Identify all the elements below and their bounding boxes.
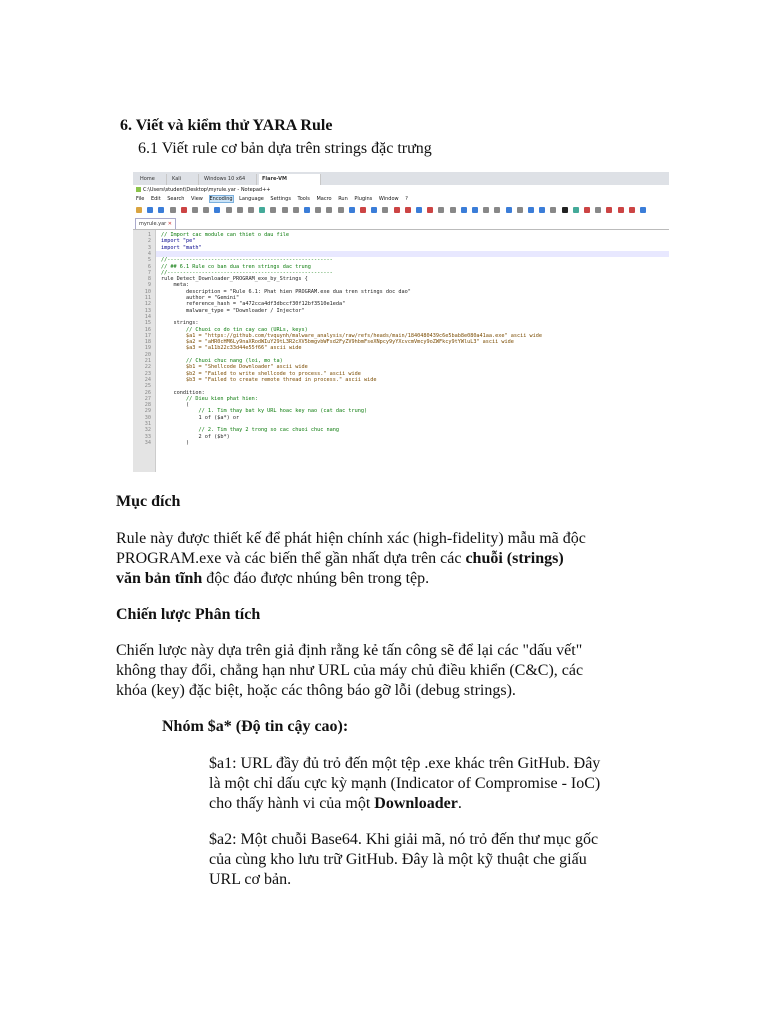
line-number: 30 — [144, 414, 151, 421]
code-text: ( — [161, 402, 190, 409]
toolbar-button-icon[interactable] — [360, 207, 366, 213]
line-number: 9 — [147, 282, 151, 289]
strategy-line-1: Chiến lược này dựa trên giả định rằng kẻ tấn công sẽ để lại các "dấu vết" — [116, 642, 583, 659]
line-number: 26 — [144, 389, 151, 396]
toolbar-button-icon[interactable] — [282, 207, 288, 213]
toolbar-button-icon[interactable] — [203, 207, 209, 213]
toolbar-button-icon[interactable] — [170, 207, 176, 213]
toolbar-button-icon[interactable] — [517, 207, 523, 213]
toolbar-button-icon[interactable] — [237, 207, 243, 213]
strategy-line-2: không thay đổi, chẳng hạn như URL của máy chủ điều khiển (C&C), các — [116, 662, 584, 679]
line-number: 17 — [144, 332, 151, 339]
menu-settings[interactable]: Settings — [270, 196, 291, 202]
code-text: reference_hash = "a472cca4df3dbccf30f12bf3510e1eda" — [161, 301, 346, 308]
code-line — [133, 440, 669, 446]
line-number: 24 — [144, 376, 151, 383]
toolbar-button-icon[interactable] — [573, 207, 579, 213]
toolbar-button-icon[interactable] — [371, 207, 377, 213]
line-number: 1 — [147, 232, 151, 238]
toolbar-button-icon[interactable] — [226, 207, 232, 213]
purpose-line-3 — [116, 569, 656, 589]
menu-run[interactable]: Run — [338, 196, 348, 202]
toolbar-button-icon[interactable] — [461, 207, 467, 213]
subsection-heading: 6.1 Viết rule cơ bản dựa trên strings đặc trưng — [138, 140, 432, 157]
menu-plugins[interactable]: Plugins — [354, 196, 373, 202]
line-number: 18 — [144, 339, 151, 346]
line-number: 16 — [144, 326, 151, 333]
code-text: $b1 = "Shellcode Downloader" ascii wide — [161, 364, 308, 371]
code-text: description = "Rule 6.1: Phat hien PROGRAM.exe dua tren strings doc dao" — [161, 288, 411, 295]
menu-file[interactable]: File — [136, 196, 145, 202]
line-number: 32 — [144, 427, 151, 434]
toolbar-button-icon[interactable] — [640, 207, 646, 213]
a1-line-3 — [209, 794, 669, 814]
purpose-title: Mục đích — [116, 493, 181, 510]
line-number: 25 — [144, 383, 151, 390]
code-text: 2 of ($b*) — [161, 433, 230, 440]
document-tab[interactable] — [135, 218, 176, 229]
code-text: $b3 = "Failed to create remote thread in process." ascii wide — [161, 376, 377, 383]
code-text: // Import cac module can thiet o dau file — [161, 232, 290, 238]
window-title — [133, 185, 669, 195]
line-number: 3 — [147, 244, 151, 251]
purpose-line-3-bold: văn bản tĩnh — [116, 570, 203, 587]
toolbar-button-icon[interactable] — [192, 207, 198, 213]
a1-line-1: $a1: URL đầy đủ trỏ đến một tệp .exe khác trên GitHub. Đây — [209, 755, 601, 772]
menu-edit[interactable]: Edit — [150, 196, 161, 202]
toolbar-button-icon[interactable] — [382, 207, 388, 213]
close-icon[interactable]: ✕ — [167, 221, 172, 227]
code-text: rule Detect_Downloader_PROGRAM_exe_by_Strings { — [161, 276, 308, 283]
strategy-title: Chiến lược Phân tích — [116, 606, 261, 623]
line-number: 5 — [147, 257, 151, 264]
toolbar-button-icon[interactable] — [595, 207, 601, 213]
toolbar-button-icon[interactable] — [483, 207, 489, 213]
code-text: //----------------------------------------------------- — [161, 257, 333, 264]
code-text: // Dieu kien phat hien: — [161, 395, 258, 402]
line-number: 31 — [144, 421, 151, 427]
code-text: // 2. Tim thay 2 trong so cac chuoi chuc nang — [161, 427, 340, 434]
menu-help[interactable]: ? — [405, 196, 408, 202]
group-a-title: Nhóm $a* (Độ tin cậy cao): — [162, 718, 349, 735]
toolbar-button-icon[interactable] — [326, 207, 332, 213]
toolbar-button-icon[interactable] — [270, 207, 276, 213]
line-number: 2 — [147, 238, 151, 245]
purpose-line-2 — [116, 549, 656, 569]
toolbar-button-icon[interactable] — [528, 207, 534, 213]
menu-encoding[interactable]: Encoding — [209, 196, 233, 202]
toolbar-button-icon[interactable] — [416, 207, 422, 213]
code-text: $a2 = "aHR0cHM6Ly9naXRodWIuY29tL3R2cXV5bmgvbWFsd2FyZV9hbmFseXNpcy9yYXcvcmVmcy9oZWFkcy9tYWluL3" ascii wide — [161, 339, 514, 346]
toolbar — [133, 205, 669, 215]
section-heading: 6. Viết và kiểm thử YARA Rule — [120, 117, 333, 134]
a1-paragraph — [209, 754, 669, 814]
code-text: condition: — [161, 389, 205, 396]
code-text: $a3 = "a11b22c33d44e55f66" ascii wide — [161, 345, 302, 352]
line-number: 29 — [144, 408, 151, 415]
code-text: // Chuoi co do tin cay cao (URLs, keys) — [161, 326, 308, 333]
toolbar-button-icon[interactable] — [248, 207, 254, 213]
toolbar-button-icon[interactable] — [304, 207, 310, 213]
toolbar-button-icon[interactable] — [293, 207, 299, 213]
tab-flare-vm[interactable]: Flare-VM — [259, 174, 321, 185]
toolbar-button-icon[interactable] — [472, 207, 478, 213]
editor-screenshot — [133, 172, 669, 472]
line-number: 19 — [144, 345, 151, 352]
line-number: 34 — [144, 439, 151, 446]
line-number: 6 — [147, 263, 151, 270]
code-text: strings: — [161, 320, 199, 327]
document-tab-label: myrule.yar — [139, 221, 167, 227]
a1-line-3-text: cho thấy hành vi của một — [209, 795, 375, 812]
toolbar-button-icon[interactable] — [338, 207, 344, 213]
line-number: 21 — [144, 358, 151, 364]
code-text: author = "Gemini" — [161, 295, 240, 301]
toolbar-button-icon[interactable] — [562, 207, 568, 213]
line-number: 14 — [144, 313, 151, 320]
a1-line-3-end: . — [457, 795, 462, 812]
line-number: 8 — [147, 276, 151, 283]
tab-windows[interactable]: Windows 10 x64 — [201, 174, 257, 185]
toolbar-button-icon[interactable] — [584, 207, 590, 213]
line-number: 33 — [144, 433, 151, 440]
code-text: //----------------------------------------------------- — [161, 269, 333, 276]
toolbar-button-icon[interactable] — [450, 207, 456, 213]
tab-home[interactable]: Home — [137, 174, 167, 185]
purpose-paragraph — [116, 529, 656, 589]
toolbar-button-icon[interactable] — [158, 207, 164, 213]
purpose-line-1: Rule này được thiết kế để phát hiện chính xác (high-fidelity) mẫu mã độc — [116, 530, 586, 547]
toolbar-button-icon[interactable] — [181, 207, 187, 213]
toolbar-button-icon[interactable] — [136, 207, 142, 213]
code-text: // 1. Tim thay bat ky URL hoac key nao (cat dac trung) — [161, 408, 368, 415]
line-number: 10 — [144, 288, 151, 295]
toolbar-button-icon[interactable] — [259, 207, 265, 213]
toolbar-button-icon[interactable] — [539, 207, 545, 213]
menu-macro[interactable]: Macro — [316, 196, 332, 202]
toolbar-button-icon[interactable] — [629, 207, 635, 213]
line-number: 23 — [144, 370, 151, 377]
a2-line-2: của cùng kho lưu trữ GitHub. Đây là một kỹ thuật che giấu — [209, 851, 587, 868]
code-text: 1 of ($a*) or — [161, 414, 240, 421]
code-editor[interactable] — [133, 229, 669, 472]
line-number: 11 — [144, 295, 151, 301]
a2-paragraph — [209, 830, 669, 890]
a1-line-3-bold: Downloader — [374, 795, 458, 812]
strategy-paragraph — [116, 641, 656, 701]
toolbar-button-icon[interactable] — [427, 207, 433, 213]
toolbar-button-icon[interactable] — [550, 207, 556, 213]
purpose-line-3-text: độc đáo được nhúng bên trong tệp. — [202, 570, 430, 587]
code-text: $b2 = "Failed to write shellcode to process." ascii wide — [161, 370, 361, 377]
line-number: 7 — [147, 269, 151, 276]
toolbar-button-icon[interactable] — [394, 207, 400, 213]
code-text: meta: — [161, 282, 190, 289]
code-text: // ## 6.1 Rule co ban dua tren strings dac trung — [161, 263, 311, 270]
line-number: 15 — [144, 320, 151, 327]
line-number: 4 — [147, 250, 151, 257]
toolbar-button-icon[interactable] — [438, 207, 444, 213]
code-text: // Chuoi chuc nang (loi, mo ta) — [161, 358, 283, 364]
window-title-text: C:\Users\student\Desktop\myrule.yar - Notepad++ — [143, 187, 271, 193]
purpose-line-2-text: PROGRAM.exe và các biến thể gần nhất dựa trên các — [116, 550, 466, 567]
code-text: import "math" — [161, 244, 202, 251]
menu-search[interactable]: Search — [167, 196, 185, 202]
toolbar-button-icon[interactable] — [349, 207, 355, 213]
toolbar-button-icon[interactable] — [618, 207, 624, 213]
line-number: 13 — [144, 307, 151, 314]
toolbar-button-icon[interactable] — [405, 207, 411, 213]
notepad-icon — [136, 187, 141, 192]
line-number: 20 — [144, 351, 151, 358]
menu-tools[interactable]: Tools — [297, 196, 310, 202]
strategy-line-3: khóa (key) đặc biệt, hoặc các thông báo gỡ lỗi (debug strings). — [116, 682, 516, 699]
purpose-line-2-bold: chuỗi (strings) — [465, 550, 564, 567]
code-text: import "pe" — [161, 238, 196, 245]
code-text: malware_type = "Downloader / Injector" — [161, 307, 305, 314]
line-number: 28 — [144, 402, 151, 409]
menu-bar — [133, 195, 669, 204]
line-number: 12 — [144, 301, 151, 308]
menu-window[interactable]: Window — [378, 196, 399, 202]
code-text: $a1 = "https://github.com/tvquynh/malware_analysis/raw/refs/heads/main/1840480439c6e5bab8e080a41aa.exe" ascii wide — [161, 332, 543, 339]
toolbar-button-icon[interactable] — [214, 207, 220, 213]
tab-kali[interactable]: Kali — [169, 174, 199, 185]
menu-view[interactable]: View — [191, 196, 203, 202]
a2-line-3: URL cơ bản. — [209, 871, 292, 888]
toolbar-button-icon[interactable] — [506, 207, 512, 213]
toolbar-button-icon[interactable] — [606, 207, 612, 213]
code-text: ) — [161, 439, 190, 446]
a1-line-2: là một chỉ dấu cực kỳ mạnh (Indicator of Compromise - IoC) — [209, 775, 601, 792]
a2-line-1: $a2: Một chuỗi Base64. Khi giải mã, nó trỏ đến thư mục gốc — [209, 831, 599, 848]
toolbar-button-icon[interactable] — [315, 207, 321, 213]
toolbar-button-icon[interactable] — [494, 207, 500, 213]
toolbar-button-icon[interactable] — [147, 207, 153, 213]
browser-tab-bar — [133, 172, 669, 185]
line-number: 27 — [144, 395, 151, 402]
menu-language[interactable]: Language — [239, 196, 264, 202]
line-number: 22 — [144, 364, 151, 371]
